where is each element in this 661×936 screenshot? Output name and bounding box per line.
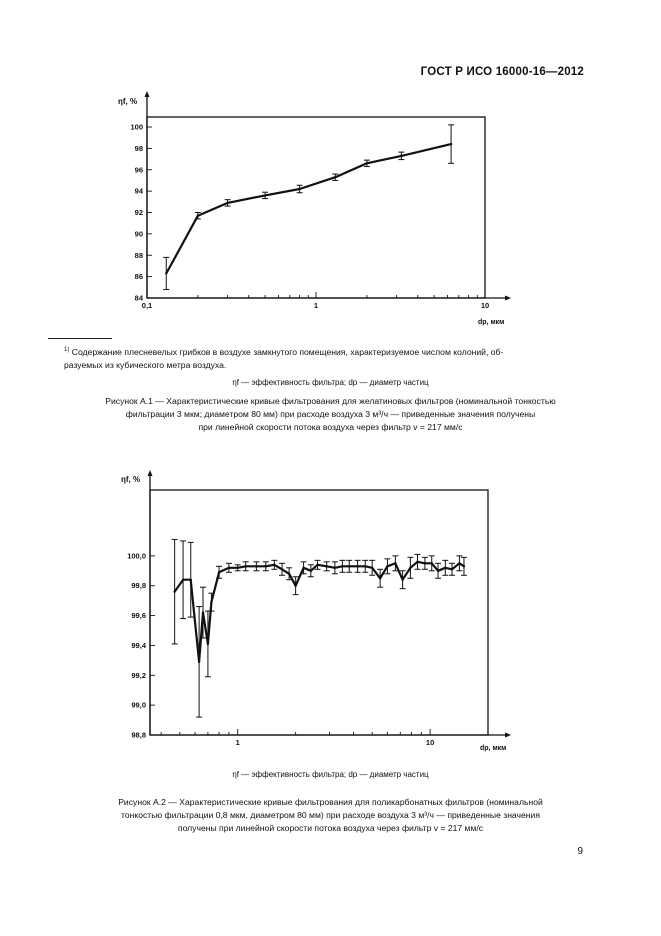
page-number: 9 [577, 846, 583, 857]
figure2-caption-line-1: Рисунок А.2 — Характеристические кривые фильтрования для поликарбонатных фильтров (номинальной [118, 797, 543, 807]
y-tick-label: 100 [130, 122, 143, 132]
x-axis-label: dp, мкм [478, 319, 505, 326]
data-point [202, 611, 204, 613]
y-tick-label: 99,4 [131, 640, 146, 650]
footnote [64, 344, 594, 373]
data-point [431, 562, 433, 564]
data-point [210, 601, 212, 603]
y-tick-label: 94 [134, 186, 143, 196]
figure1-caption [0, 395, 661, 434]
y-axis-arrow [148, 470, 153, 476]
y-tick-label: 90 [134, 229, 143, 239]
x-tick-label: 10 [480, 301, 490, 310]
data-point [356, 565, 358, 567]
y-tick-label: 99,0 [131, 700, 146, 710]
y-axis-label: ηf, % [121, 475, 141, 484]
data-point [207, 643, 209, 645]
y-tick-label: 86 [134, 272, 143, 282]
y-tick-label: 88 [134, 250, 143, 260]
data-point [281, 568, 283, 570]
data-point [366, 162, 368, 164]
data-point [165, 272, 167, 274]
y-axis-arrow [145, 91, 150, 97]
figure1-caption-line-3: при линейной скорости потока воздуха через фильтр v = 217 мм/с [198, 422, 463, 432]
data-point [228, 567, 230, 569]
data-point [273, 564, 275, 566]
figure1-legend: ηf — эффективность фильтра; dp — диаметр частиц [232, 378, 429, 387]
series-line [166, 144, 451, 273]
data-point [450, 143, 452, 145]
data-point [255, 565, 257, 567]
data-point [364, 565, 366, 567]
x-tick-label: 1 [313, 301, 319, 310]
data-point [444, 567, 446, 569]
y-tick-label: 96 [134, 165, 143, 175]
y-tick-label: 99,8 [131, 581, 146, 591]
figure2-legend: ηf — эффективность фильтра; dp — диаметр частиц [232, 770, 429, 779]
y-tick-label: 98,8 [131, 730, 146, 740]
series-line [175, 562, 464, 662]
data-point [394, 562, 396, 564]
data-point [316, 564, 318, 566]
y-tick-label: 98 [134, 143, 143, 153]
plot-frame [150, 490, 488, 735]
data-point [424, 562, 426, 564]
data-point [237, 567, 239, 569]
y-tick-label: 92 [134, 208, 143, 217]
data-point [463, 565, 465, 567]
footnote-line-1: Содержание плесневелых грибков в воздухе замкнутого помещения, характеризуемое числом колоний, об- [71, 346, 504, 357]
data-point [198, 661, 200, 663]
x-tick-label: 1 [235, 738, 240, 747]
data-point [348, 565, 350, 567]
data-point [302, 567, 304, 569]
footnote-rule [48, 338, 112, 339]
figure2-caption [0, 796, 661, 835]
data-point [288, 573, 290, 575]
y-tick-label: 99,6 [131, 611, 146, 621]
data-point [298, 188, 300, 190]
data-point [226, 202, 228, 204]
data-point [400, 155, 402, 157]
plot-frame [147, 117, 485, 298]
data-point [294, 585, 296, 587]
chart-figure-a1 [0, 0, 661, 340]
data-point [218, 571, 220, 573]
data-point [190, 579, 192, 581]
data-point [379, 577, 381, 579]
data-point [244, 565, 246, 567]
figure2-caption-line-3: получены при линейной скорости потока воздуха через фильтр v = 217 мм/с [177, 823, 484, 833]
x-axis-label: dp, мкм [480, 745, 507, 752]
figure1-caption-line-1: Рисунок А.1 — Характеристические кривые фильтрования для желатиновых фильтров (номинальной тонкостью [105, 396, 556, 406]
chart-figure-a2 [0, 460, 661, 760]
figure1-caption-line-2: фильтрации 3 мкм; диаметром 80 мм) при расходе воздуха 3 м³/ч — приведенные значения получены [125, 409, 536, 419]
data-point [386, 565, 388, 567]
data-point [409, 567, 411, 569]
data-point [334, 176, 336, 178]
data-point [371, 567, 373, 569]
y-tick-label: 100,0 [127, 551, 146, 561]
data-point [416, 561, 418, 563]
document-header: ГОСТ Р ИСО 16000-16—2012 [420, 66, 584, 78]
y-axis-label: ηf, % [118, 97, 138, 106]
footnote-marker: 1) [64, 347, 70, 353]
x-axis-arrow [505, 733, 511, 738]
x-tick-label: 10 [425, 738, 435, 747]
figure2-caption-line-2: тонкостью фильтрации 0,8 мкм, диаметром 80 мм) при расходе воздуха 3 м³/ч — приведенные значения [121, 810, 540, 820]
data-point [401, 579, 403, 581]
data-point [451, 568, 453, 570]
x-tick-label: 0,1 [141, 301, 153, 310]
y-tick-label: 99,2 [131, 670, 146, 680]
x-axis-arrow [505, 296, 511, 301]
y-tick-label: 84 [134, 293, 143, 303]
data-point [341, 565, 343, 567]
data-point [265, 565, 267, 567]
data-point [173, 590, 175, 592]
data-point [182, 579, 184, 581]
data-point [334, 567, 336, 569]
data-point [264, 194, 266, 196]
footnote-line-2: разуемых из кубического метра воздуха. [64, 360, 227, 371]
data-point [310, 570, 312, 572]
data-point [325, 565, 327, 567]
data-point [197, 215, 199, 217]
data-point [458, 562, 460, 564]
data-point [437, 570, 439, 572]
